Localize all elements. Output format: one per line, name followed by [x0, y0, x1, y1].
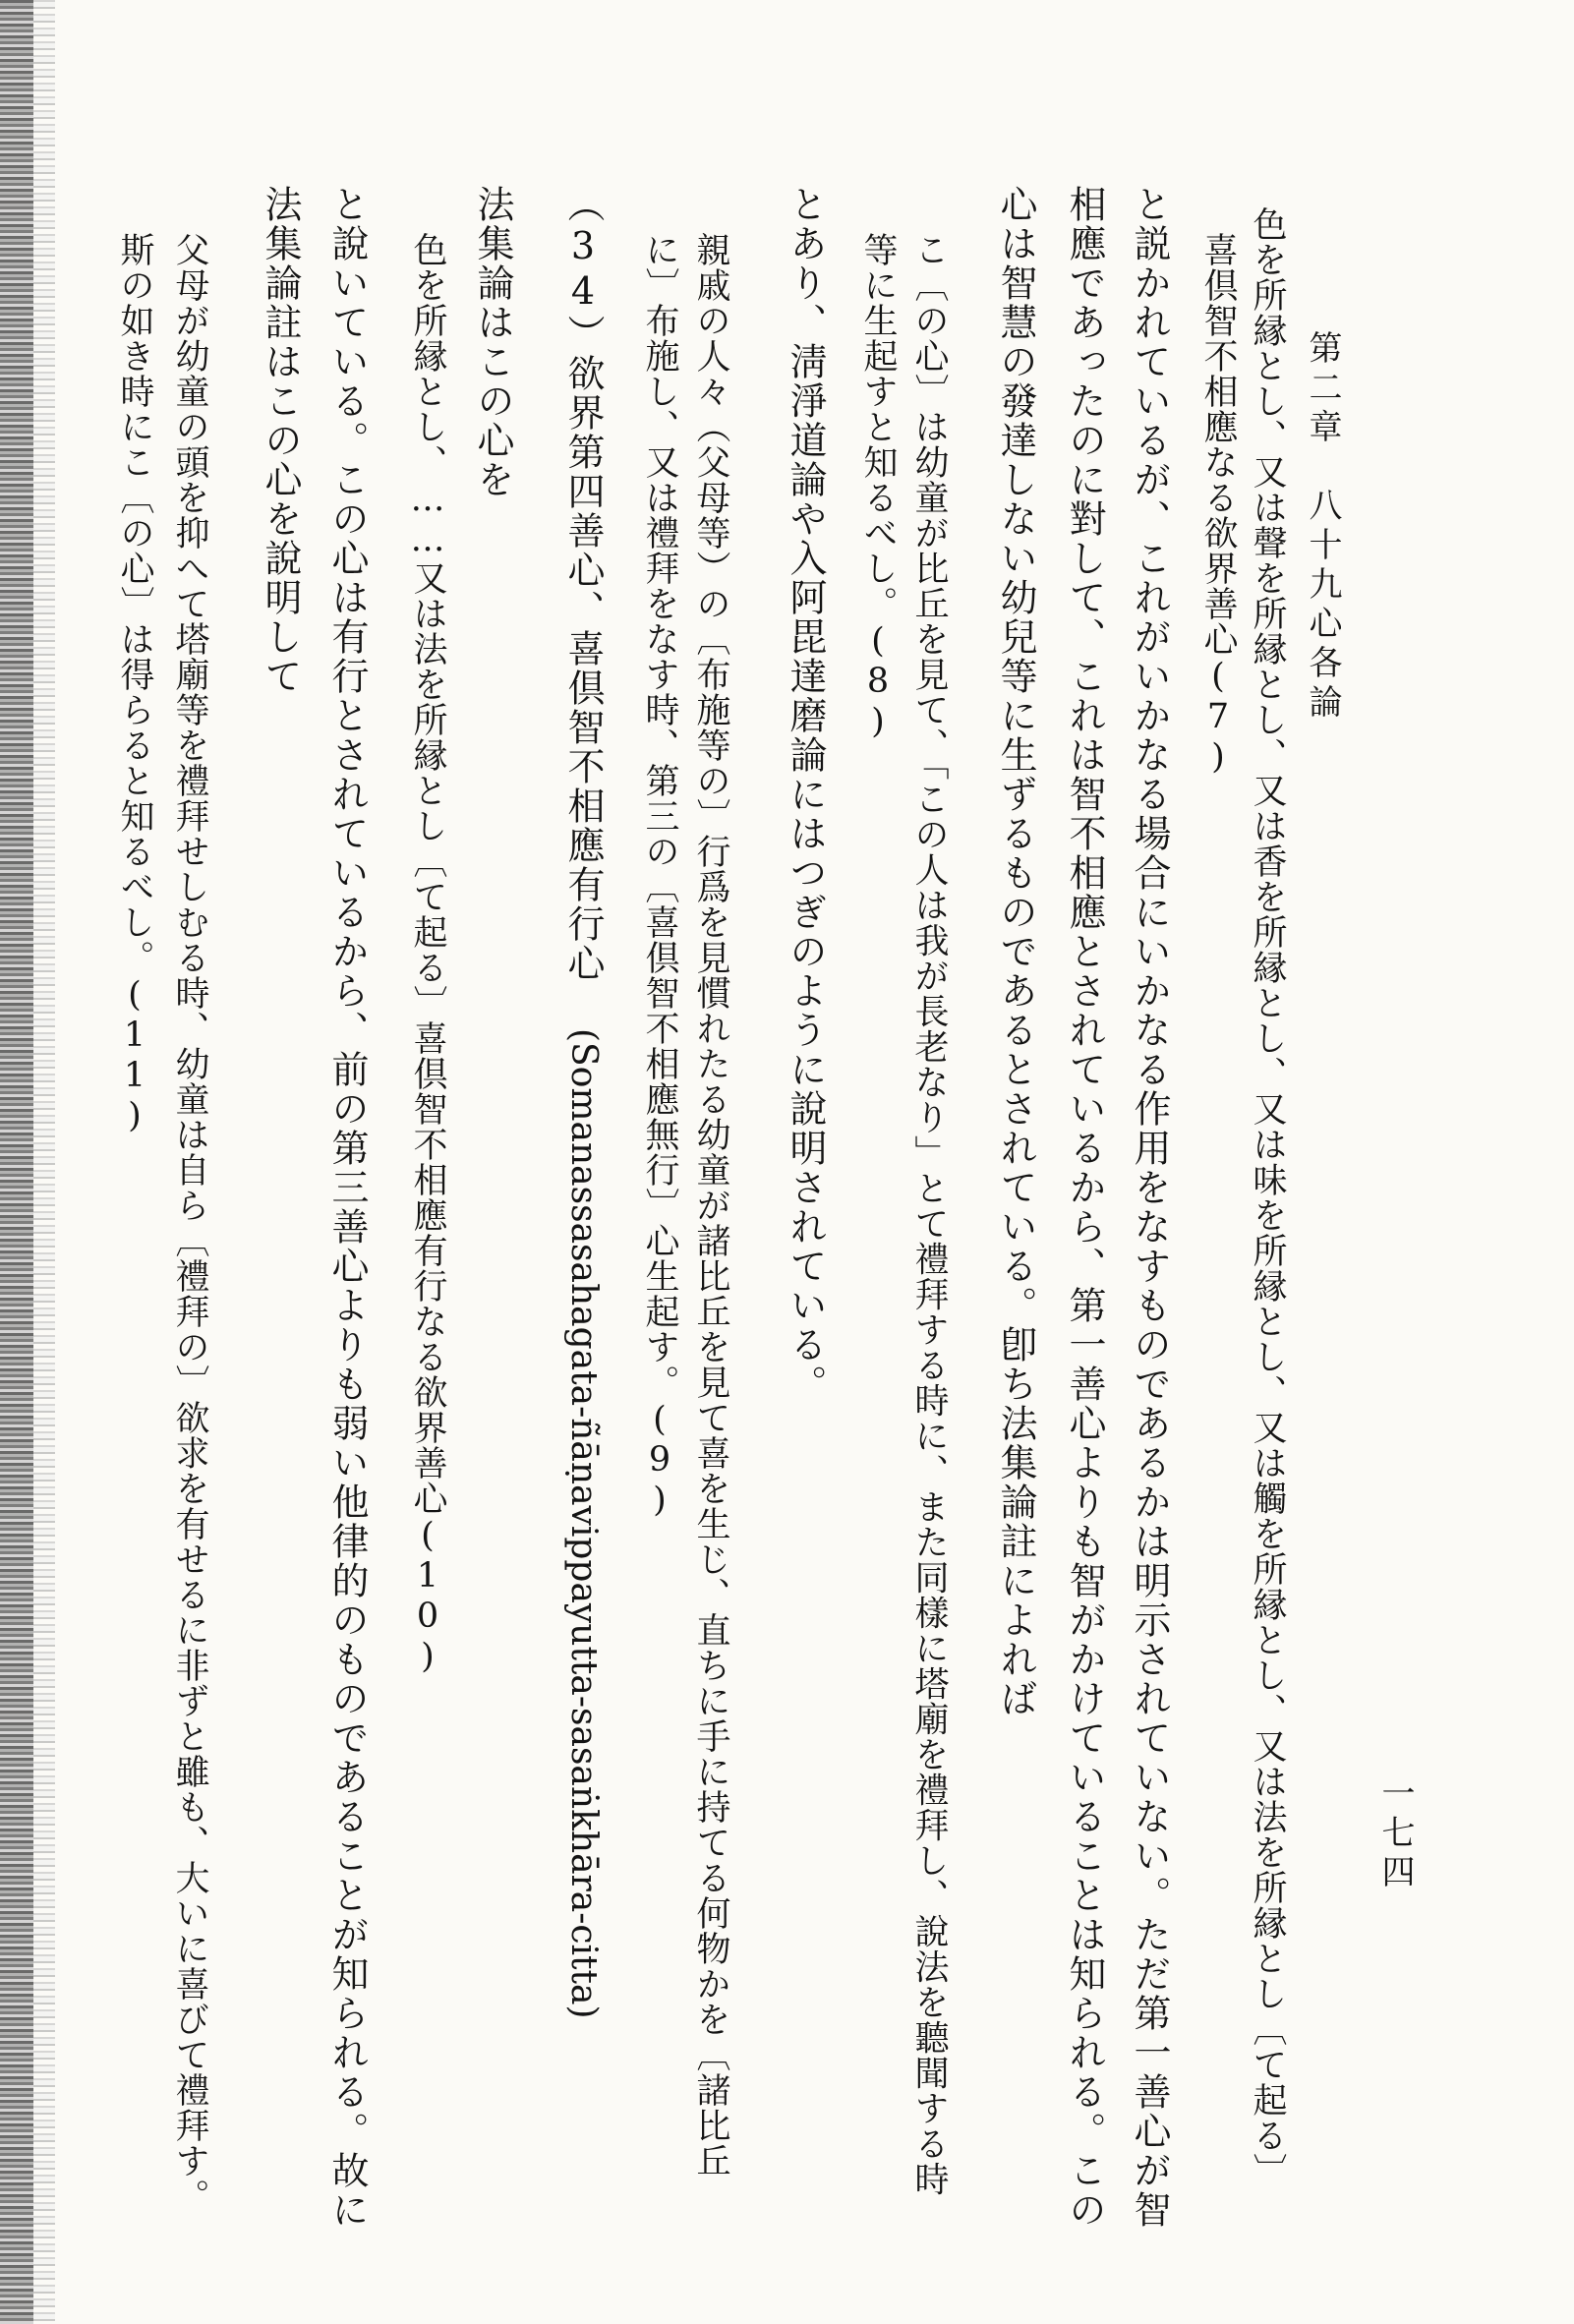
text-column: 父母が幼童の頭を抑へて塔廟等を禮拜せしむる時、幼童は自ら〔禮拜の〕欲求を有せるに非ずと雖も、大いに喜びて禮拜す。 [170, 232, 209, 2214]
text-column: 等に生起すと知るべし。(8) [858, 232, 898, 742]
text-column: 斯の如き時にこ〔の心〕は得らると知るべし。(11) [115, 232, 154, 1136]
text-column: 法集論註はこの心を說明して [259, 185, 302, 696]
section-heading-34 [560, 185, 606, 2019]
text-column: に〕布施し、又は禮拜をなす時、第三の〔喜倶智不相應無行〕心生起す。(9) [640, 232, 679, 1521]
section-heading-pali: (Somanassasahagata-ñāṇavippayutta-sasaṅkhāra-citta) [563, 1028, 604, 2019]
text-column: 心は智慧の發達しない幼兒等に生ずるものであるとされている。卽ち法集論註によれば [994, 185, 1037, 1718]
section-heading-text: （34）欲界第四善心、喜倶智不相應有行心 [561, 185, 605, 983]
text-column: 法集論はこの心を [471, 185, 514, 499]
page-number: 一七四 [1375, 1775, 1415, 1893]
text-column: 色を所縁とし、……又は法を所縁とし〔て起る〕喜倶智不相應有行なる欲界善心(10) [408, 232, 447, 1677]
chapter-header: 第二章 八十九心各論 [1303, 330, 1342, 724]
text-column: 相應であったのに對して、これは智不相應とされているから、第一善心よりも智がかけていることは知られる。この [1063, 185, 1106, 2230]
text-column: 喜倶智不相應なる欲界善心(7) [1198, 232, 1238, 778]
text-column: と説かれているが、これがいかなる場合にいかなる作用をなすものであるかは明示されていない。ただ第一善心が智 [1128, 185, 1171, 2230]
text-column: こ〔の心〕は幼童が比丘を見て、「この人は我が長老なり」とて禮拜する時に、また同樣に塔廟を禮拜し、說法を聽聞する時 [909, 232, 949, 2197]
text-column: 親戚の人々（父母等）の〔布施等の〕行爲を見慣れたる幼童が諸比丘を見て喜を生じ、直ちに手に持てる何物かを〔諸比丘 [691, 232, 730, 2179]
text-column: と說いている。この心は有行とされているから、前の第三善心よりも弱い他律的のものであることが知られる。故に [325, 185, 369, 2230]
text-column: 色を所縁とし、又は聲を所縁とし、又は香を所縁とし、又は味を所縁とし、又は觸を所縁とし、又は法を所縁とし〔て起る〕 [1248, 206, 1287, 2188]
text-column: とあり、淸淨道論や入阿毘達磨論にはつぎのように說明されている。 [784, 185, 827, 1404]
